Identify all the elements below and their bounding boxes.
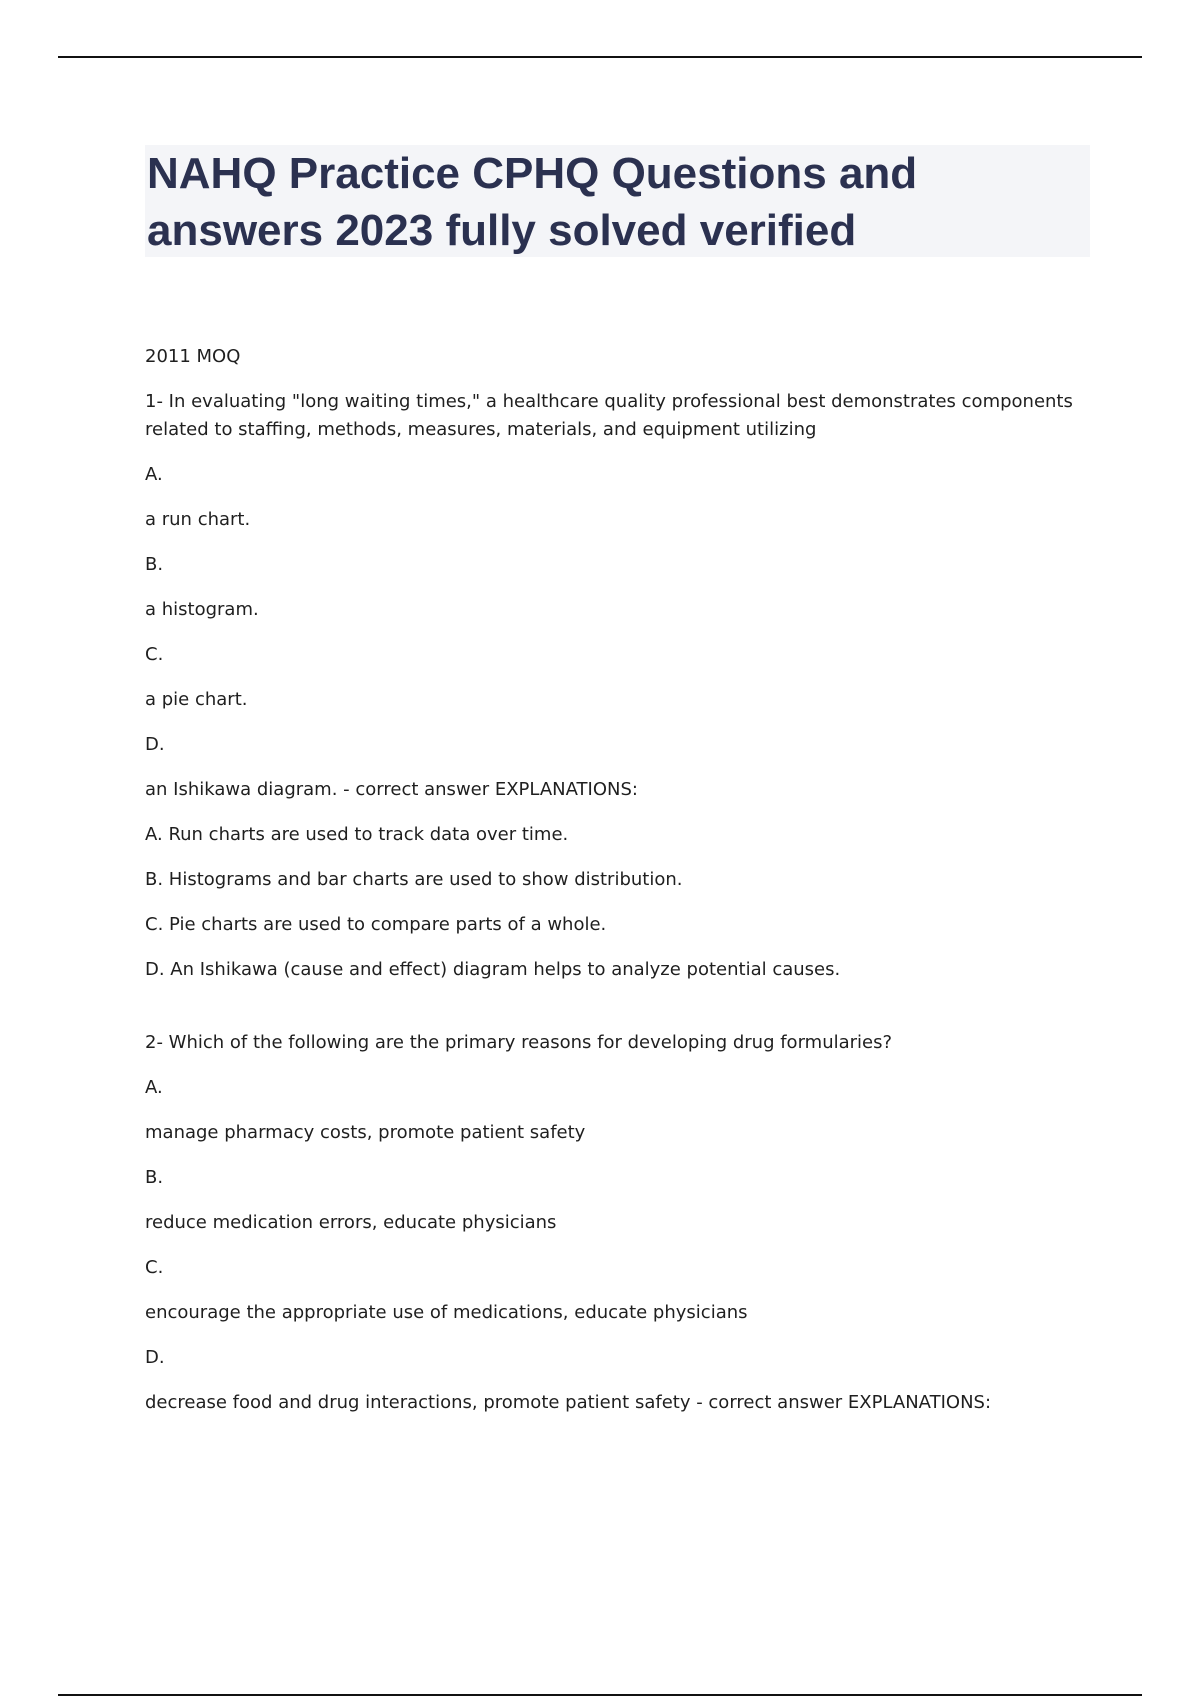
question-1-explanation-b: B. Histograms and bar charts are used to show distribution. — [145, 869, 683, 890]
question-1-option-d-letter: D. — [145, 734, 165, 755]
question-2-option-c-letter: C. — [145, 1257, 164, 1278]
question-1-option-a-letter: A. — [145, 464, 163, 485]
question-1-option-c-letter: C. — [145, 644, 164, 665]
document-title: NAHQ Practice CPHQ Questions and answers 2023 fully solved verified — [147, 149, 918, 255]
question-2-option-c-text: encourage the appropriate use of medications, educate physicians — [145, 1302, 748, 1323]
question-1-option-d-text: an Ishikawa diagram. - correct answer EXPLANATIONS: — [145, 779, 638, 800]
question-2-option-a-letter: A. — [145, 1077, 163, 1098]
question-2-option-a-text: manage pharmacy costs, promote patient safety — [145, 1122, 586, 1143]
question-1-option-a-text: a run chart. — [145, 509, 251, 530]
bottom-rule — [58, 1694, 1142, 1696]
question-2-option-b-text: reduce medication errors, educate physicians — [145, 1212, 557, 1233]
document-body — [145, 343, 1075, 1417]
question-2-prompt: 2- Which of the following are the primary reasons for developing drug formularies? — [145, 1032, 893, 1053]
section-label: 2011 MOQ — [145, 346, 241, 367]
question-1-option-b-text: a histogram. — [145, 599, 259, 620]
question-1-explanation-d: D. An Ishikawa (cause and effect) diagram helps to analyze potential causes. — [145, 959, 841, 980]
question-2-option-d-letter: D. — [145, 1347, 165, 1368]
question-2-option-d-text: decrease food and drug interactions, promote patient safety - correct answer EXPLANATIONS: — [145, 1392, 992, 1413]
question-1-prompt: 1- In evaluating "long waiting times," a healthcare quality professional best demonstrates components related to staffing, methods, measures, materials, and equipment utilizing — [145, 391, 1073, 440]
question-1-explanation-a: A. Run charts are used to track data over time. — [145, 824, 569, 845]
question-1-explanation-c: C. Pie charts are used to compare parts of a whole. — [145, 914, 607, 935]
top-rule — [58, 56, 1142, 58]
question-2-option-b-letter: B. — [145, 1167, 164, 1188]
question-1-option-c-text: a pie chart. — [145, 689, 248, 710]
question-1-option-b-letter: B. — [145, 554, 164, 575]
title-block — [145, 145, 1090, 257]
